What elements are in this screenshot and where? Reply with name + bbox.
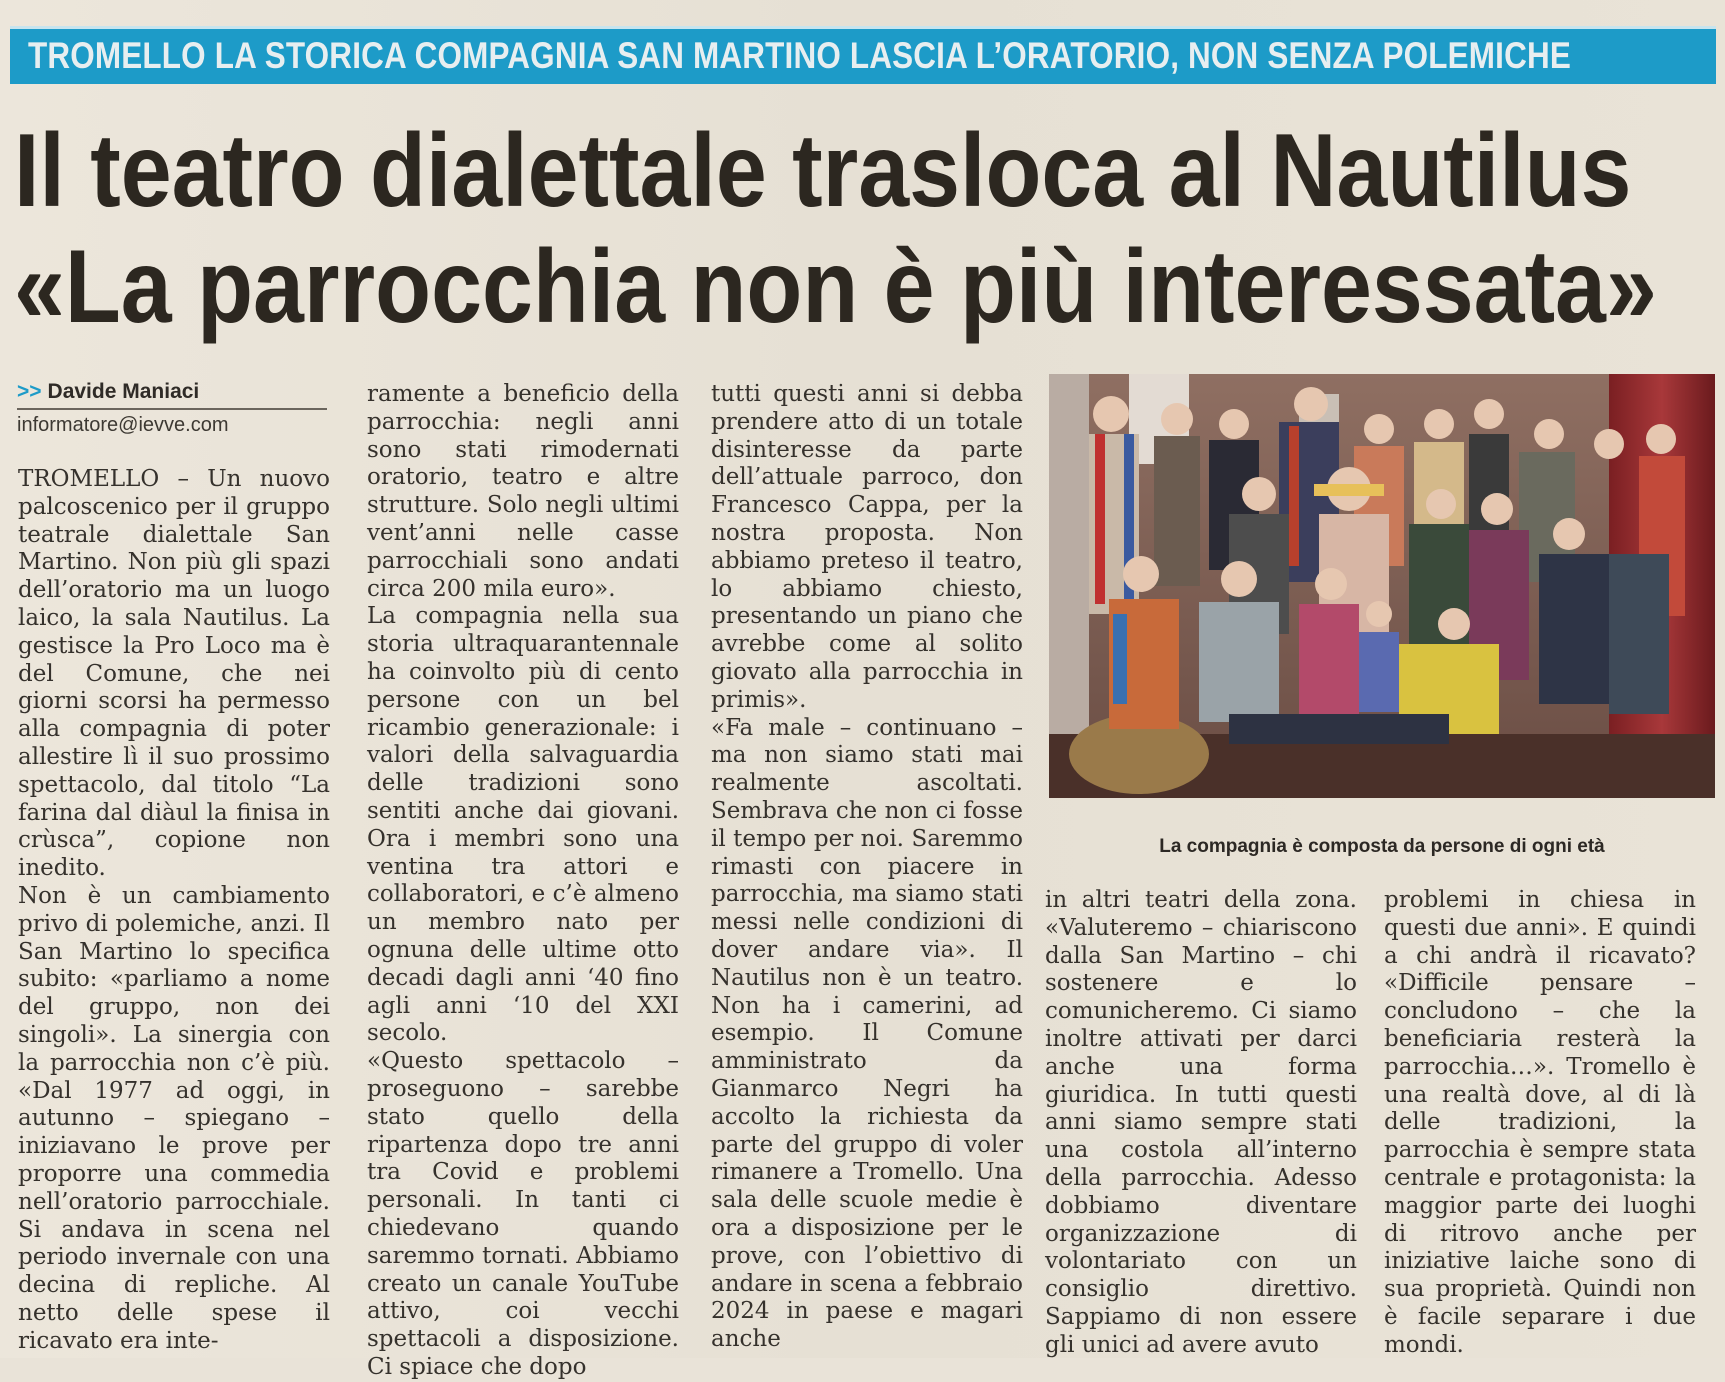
byline-author-row (17, 380, 327, 404)
paragraph: La compagnia nella sua storia ultraquarantennale ha coinvolto più di cento persone con un bel ricambio generazionale: i valori della salvaguardia delle tradizioni sono sentiti anche dai giovani. Ora i membri sono una ventina tra attori e collaboratori, e c’è almeno un membro nato per ognuna delle ultime otto decadi dagli anni ‘40 fino agli anni ‘10 del XXI secolo. (367, 603, 679, 1047)
kicker-text: TROMELLO LA STORICA COMPAGNIA SAN MARTINO LASCIA L’ORATORIO, NON SENZA POLEMICHE (28, 35, 1572, 76)
paragraph: problemi in chiesa in questi due anni». E quindi a chi andrà il ricavato? «Difficile pensare – concludono – che la beneficiaria resterà la parrocchia…». Tromello è una realtà dove, al di là delle tradizioni, la parrocchia è sempre stata centrale e protagonista: la maggior parte dei luoghi di ritrovo anche per iniziative laiche sono di sua proprietà. Quindi non è facile separare i due mondi. (1384, 887, 1696, 1358)
paragraph: ramente a beneficio della parrocchia: negli anni sono stati rimodernati oratorio, teatro e altre strutture. Solo negli ultimi vent’anni nelle casse parrocchiali sono andati circa 200 mila euro». (367, 381, 679, 602)
headline-line-1: Il teatro dialettale trasloca al Nautilus (14, 113, 1632, 229)
byline (17, 380, 327, 437)
paragraph: «Questo spettacolo – proseguono – sarebbe stato quello della ripartenza dopo tre anni tra Covid e problemi personali. In tanti ci chiedevano quando saremmo tornati. Abbiamo creato un canale YouTube attivo, coi vecchi spettacoli a disposizione. Ci spiace che dopo (367, 1048, 679, 1380)
paragraph: «Fa male – continuano – ma non siamo stati mai realmente ascoltati. Sembrava che non ci fosse il tempo per noi. Saremmo rimasti con piacere in parrocchia, ma siamo stati messi nelle condizioni di dover andare via». Il Nautilus non è un teatro. Non ha i camerini, ad esempio. Il Comune amministrato da Gianmarco Negri ha accolto la richiesta da parte del gruppo di voler rimanere a Tromello. Una sala delle scuole medie è ora a disposizione per le prove, con l’obiettivo di andare in scena a febbraio 2024 in paese e magari anche (711, 714, 1023, 1353)
kicker-banner (10, 26, 1716, 84)
photo-caption: La compagnia è composta da persone di ogni età (1159, 836, 1605, 857)
article-column-4 (1045, 887, 1357, 1360)
article-column-5 (1384, 887, 1696, 1360)
byline-author: Davide Maniaci (47, 380, 200, 403)
byline-email: informatore@ievve.com (17, 414, 229, 436)
paragraph: TROMELLO – Un nuovo palcoscenico per il gruppo teatrale dialettale San Martino. Non più gli spazi dell’oratorio ma un luogo laico, la sala Nautilus. La gestisce la Pro Loco ma è del Comune, che nei giorni scorsi ha permesso alla compagnia di poter allestire lì il suo prossimo spettacolo, dal titolo “La farina dal diàul la finisa in crùsca”, copione non inedito. (18, 466, 330, 882)
paragraph: in altri teatri della zona. «Valuteremo – chiariscono dalla San Martino – chi sostenere e lo comunicheremo. Ci siamo inoltre attivati per darci anche una forma giuridica. In tutti questi anni siamo sempre stati una costola all’interno della parrocchia. Adesso dobbiamo diventare organizzazione di volontariato con un consiglio direttivo. Sappiamo di non essere gli unici ad avere avuto (1045, 887, 1357, 1358)
byline-divider (17, 408, 327, 410)
article-column-3 (711, 381, 1023, 1354)
article-column-2 (367, 381, 679, 1382)
headline-line-2: «La parrocchia non è più interessata» (14, 229, 1657, 345)
byline-arrows: >> (17, 380, 42, 403)
paragraph: Non è un cambiamento privo di polemiche, anzi. Il San Martino lo specifica subito: «parliamo a nome del gruppo, non dei singoli». La sinergia con la parrocchia non c’è più. «Dal 1977 ad oggi, in autunno – spiegano – iniziavano le prove per proporre una commedia nell’oratorio parrocchiale. Si andava in scena nel periodo invernale con una decina di repliche. Al netto delle spese il ricavato era inte- (18, 882, 330, 1354)
group-photo (1049, 374, 1715, 798)
group-photo-illustration (1049, 374, 1715, 798)
paragraph: tutti questi anni si debba prendere atto di un totale disinteresse da parte dell’attuale parroco, don Francesco Cappa, per la nostra proposta. Non abbiamo preteso il teatro, lo abbiamo chiesto, presentando un piano che avrebbe come al solito giovato alla parrocchia in primis». (711, 381, 1023, 713)
article-column-1 (18, 466, 330, 1356)
